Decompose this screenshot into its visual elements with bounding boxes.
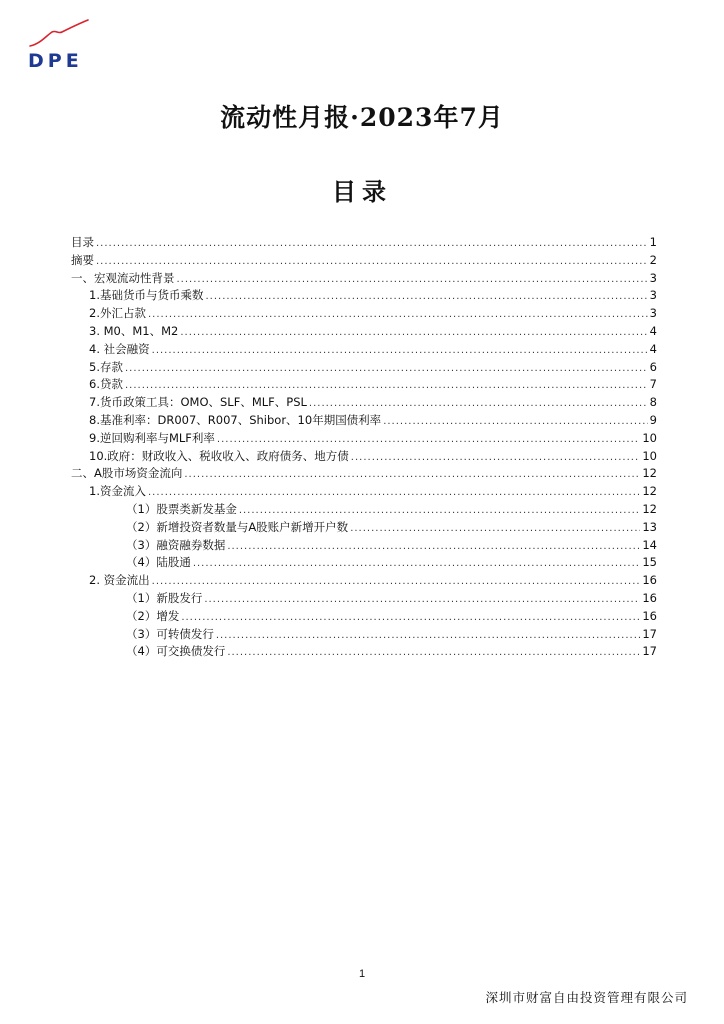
- toc-entry-page: 2: [649, 252, 657, 267]
- company-logo: [26, 18, 96, 72]
- toc-entry[interactable]: [71, 537, 657, 555]
- toc-entry-label: 5.存款: [89, 359, 123, 374]
- toc-leader-dots: [180, 324, 647, 342]
- toc-leader-dots: [96, 253, 648, 271]
- toc-entry-page: 6: [649, 359, 657, 374]
- toc-entry[interactable]: [71, 643, 657, 661]
- toc-leader-dots: [351, 449, 641, 467]
- toc-entry[interactable]: [71, 412, 657, 430]
- toc-leader-dots: [193, 555, 641, 573]
- toc-entry-page: 17: [642, 626, 657, 641]
- toc-entry-label: （2）增发: [126, 608, 180, 623]
- toc-entry-page: 4: [649, 323, 657, 338]
- toc-leader-dots: [125, 360, 648, 378]
- toc-leader-dots: [350, 520, 640, 538]
- toc-entry-page: 16: [642, 608, 657, 623]
- toc-entry-page: 10: [642, 448, 657, 463]
- toc-leader-dots: [125, 377, 648, 395]
- toc-entry[interactable]: [71, 287, 657, 305]
- toc-leader-dots: [227, 538, 640, 556]
- toc-entry[interactable]: [71, 252, 657, 270]
- toc-leader-dots: [148, 484, 640, 502]
- toc-entry[interactable]: [71, 359, 657, 377]
- toc-entry[interactable]: [71, 608, 657, 626]
- toc-entry-label: 8.基准利率：DR007、R007、Shibor、10年期国债利率: [89, 412, 382, 427]
- toc-entry[interactable]: [71, 483, 657, 501]
- toc-leader-dots: [152, 573, 641, 591]
- toc-entry-label: 3. M0、M1、M2: [89, 323, 179, 338]
- toc-entry-page: 15: [642, 555, 657, 570]
- logo-arc-icon: [26, 18, 96, 52]
- toc-entry-page: 14: [642, 537, 657, 552]
- toc-entry[interactable]: [71, 501, 657, 519]
- toc-leader-dots: [309, 395, 648, 413]
- toc-entry-label: （4）可交换债发行: [126, 644, 226, 659]
- toc-entry-label: 4. 社会融资: [89, 341, 150, 356]
- toc-leader-dots: [216, 627, 641, 645]
- toc-entry-page: 3: [649, 288, 657, 303]
- toc-entry-label: 一、宏观流动性背景: [71, 270, 175, 285]
- toc-heading: 目录: [332, 177, 392, 206]
- toc-entry-label: （3）可转债发行: [126, 626, 214, 641]
- toc-entry-page: 1: [649, 235, 657, 249]
- toc-leader-dots: [96, 235, 648, 253]
- toc-entry[interactable]: [71, 305, 657, 323]
- toc-entry-page: 12: [642, 501, 657, 516]
- toc-leader-dots: [383, 413, 647, 431]
- toc-entry-page: 10: [642, 430, 657, 445]
- toc-leader-dots: [152, 342, 648, 360]
- toc-entry-label: 摘要: [71, 252, 94, 267]
- toc-leader-dots: [204, 591, 640, 609]
- toc-entry[interactable]: [71, 572, 657, 590]
- table-of-contents: [71, 234, 657, 661]
- toc-leader-dots: [239, 502, 641, 520]
- toc-entry[interactable]: [71, 376, 657, 394]
- toc-leader-dots: [217, 431, 640, 449]
- toc-leader-dots: [177, 271, 648, 289]
- toc-entry[interactable]: [71, 323, 657, 341]
- toc-entry-page: 4: [649, 341, 657, 356]
- toc-entry-label: （1）新股发行: [126, 590, 203, 605]
- toc-entry-page: 12: [642, 466, 657, 481]
- toc-leader-dots: [148, 306, 648, 324]
- toc-entry[interactable]: [71, 448, 657, 466]
- toc-entry-label: （3）融资融券数据: [126, 537, 226, 552]
- toc-entry-label: 1.基础货币与货币乘数: [89, 288, 204, 303]
- toc-entry[interactable]: [71, 341, 657, 359]
- toc-entry-page: 13: [642, 519, 657, 534]
- toc-entry[interactable]: [71, 234, 657, 252]
- toc-leader-dots: [227, 644, 640, 662]
- toc-entry-label: （4）陆股通: [126, 555, 191, 570]
- toc-entry[interactable]: [71, 626, 657, 644]
- toc-entry-page: 12: [642, 484, 657, 499]
- logo-text: DPE: [28, 50, 83, 72]
- toc-entry[interactable]: [71, 519, 657, 537]
- toc-entry-page: 3: [649, 306, 657, 321]
- toc-entry[interactable]: [71, 465, 657, 483]
- toc-leader-dots: [184, 466, 640, 484]
- toc-entry[interactable]: [71, 270, 657, 288]
- toc-entry-page: 9: [649, 412, 657, 427]
- toc-leader-dots: [181, 609, 640, 627]
- toc-entry-label: 二、A股市场资金流向: [71, 466, 183, 481]
- document-title: 流动性月报·2023年7月: [220, 103, 504, 132]
- page-number: 1: [358, 968, 366, 980]
- toc-entry-label: 2.外汇占款: [89, 306, 146, 321]
- toc-entry[interactable]: [71, 554, 657, 572]
- toc-entry-label: （1）股票类新发基金: [126, 501, 237, 516]
- company-name: 深圳市财富自由投资管理有限公司: [485, 990, 688, 1005]
- toc-entry[interactable]: [71, 394, 657, 412]
- toc-entry-page: 16: [642, 573, 657, 588]
- toc-entry-page: 17: [642, 644, 657, 659]
- toc-entry-label: 10.政府：财政收入、税收收入、政府债务、地方债: [89, 448, 349, 463]
- toc-entry-label: 目录: [71, 235, 94, 249]
- toc-entry-label: 9.逆回购利率与MLF利率: [89, 430, 215, 445]
- toc-entry-page: 8: [649, 395, 657, 410]
- toc-entry-label: 1.资金流入: [89, 484, 146, 499]
- toc-entry-label: 2. 资金流出: [89, 573, 150, 588]
- toc-entry-page: 16: [642, 590, 657, 605]
- toc-entry-label: （2）新增投资者数量与A股账户新增开户数: [126, 519, 349, 534]
- toc-entry-label: 6.贷款: [89, 377, 123, 392]
- toc-entry-page: 7: [649, 377, 657, 392]
- toc-entry-page: 3: [649, 270, 657, 285]
- toc-entry[interactable]: [71, 590, 657, 608]
- toc-leader-dots: [205, 288, 647, 306]
- toc-entry-label: 7.货币政策工具：OMO、SLF、MLF、PSL: [89, 395, 307, 410]
- toc-entry[interactable]: [71, 430, 657, 448]
